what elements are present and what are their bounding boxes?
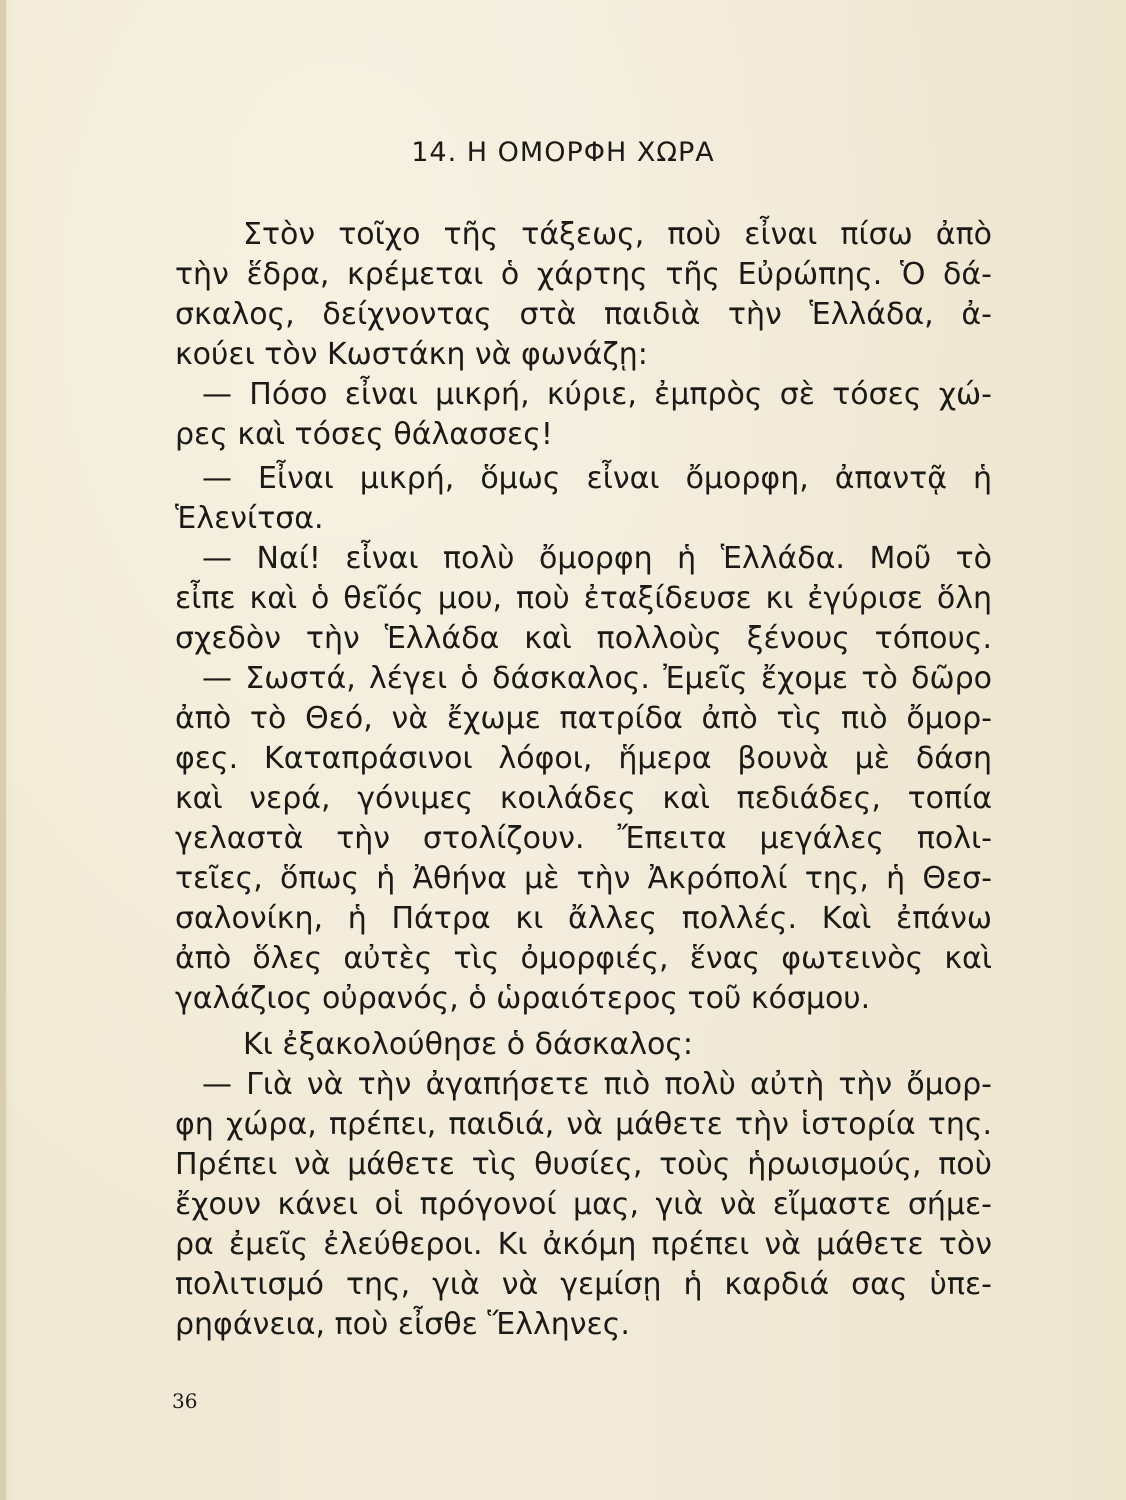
text-line: σαλονίκη, ἡ Πάτρα κι ἄλλες πολλές. Καὶ ἐπάνω [175,901,992,936]
text-line: πολιτισμό της, γιὰ νὰ γεμίσῃ ἡ καρδιά σας ὑπε- [175,1267,992,1302]
page-edge-shadow [0,0,6,1500]
text-line: Στὸν τοῖχο τῆς τάξεως, ποὺ εἶναι πίσω ἀπὸ [243,217,992,252]
text-line: Πρέπει νὰ μάθετε τὶς θυσίες, τοὺς ἡρωισμούς, ποὺ [175,1147,992,1182]
text-line: ἀπὸ ὅλες αὐτὲς τὶς ὀμορφιές, ἕνας φωτεινὸς καὶ [175,941,992,976]
text-line: — Πόσο εἶναι μικρή, κύριε, ἐμπρὸς σὲ τόσες χώ- [202,377,992,412]
text-line: τὴν ἕδρα, κρέμεται ὁ χάρτης τῆς Εὐρώπης. Ὁ δά- [175,257,992,292]
text-line: σκαλος, δείχνοντας στὰ παιδιὰ τὴν Ἑλλάδα, ἀ- [175,297,992,332]
text-line: — Γιὰ νὰ τὴν ἀγαπήσετε πιὸ πολὺ αὐτὴ τὴν ὄμορ- [202,1067,992,1102]
text-line: ἔχουν κάνει οἱ πρόγονοί μας, γιὰ νὰ εἴμαστε σήμε- [175,1187,992,1222]
text-line: — Σωστά, λέγει ὁ δάσκαλος. Ἐμεῖς ἔχομε τὸ δῶρο [202,661,992,696]
chapter-title: 14. Η ΟΜΟΡΦΗ ΧΩΡΑ [411,137,715,168]
text-line: εἶπε καὶ ὁ θεῖός μου, ποὺ ἐταξίδευσε κι ἐγύρισε ὅλη [175,581,992,616]
text-line: σχεδὸν τὴν Ἑλλάδα καὶ πολλοὺς ξένους τόπους. [175,621,992,656]
text-line: φες. Καταπράσινοι λόφοι, ἥμερα βουνὰ μὲ δάση [175,741,992,776]
text-line: κούει τὸν Κωστάκη νὰ φωνάζῃ: [175,337,648,372]
text-line: καὶ νερά, γόνιμες κοιλάδες καὶ πεδιάδες, τοπία [175,781,992,816]
text-line: γαλάζιος οὐρανός, ὁ ὡραιότερος τοῦ κόσμου. [175,981,871,1016]
text-line: τεῖες, ὅπως ἡ Ἀθήνα μὲ τὴν Ἀκρόπολί της, ἡ Θεσ- [175,861,992,896]
text-line: φη χώρα, πρέπει, παιδιά, νὰ μάθετε τὴν ἱστορία της. [175,1107,992,1142]
text-line: ρες καὶ τόσες θάλασσες! [175,417,553,452]
text-line: — Εἶναι μικρή, ὅμως εἶναι ὄμορφη, ἀπαντᾷ ἡ [202,461,992,496]
text-line: Ἑλενίτσα. [175,501,324,536]
text-line: — Ναί! εἶναι πολὺ ὄμορφη ἡ Ἑλλάδα. Μοῦ τὸ [202,541,992,576]
text-line: Κι ἐξακολούθησε ὁ δάσκαλος: [243,1027,694,1062]
page-number: 36 [172,1389,198,1413]
text-line: ρηφάνεια, ποὺ εἶσθε Ἕλληνες. [175,1307,630,1342]
text-line: ἀπὸ τὸ Θεό, νὰ ἔχωμε πατρίδα ἀπὸ τὶς πιὸ ὄμορ- [175,701,992,736]
text-line: ρα ἐμεῖς ἐλεύθεροι. Κι ἀκόμη πρέπει νὰ μάθετε τὸν [175,1227,992,1262]
text-line: γελαστὰ τὴν στολίζουν. Ἔπειτα μεγάλες πολι- [175,821,992,856]
